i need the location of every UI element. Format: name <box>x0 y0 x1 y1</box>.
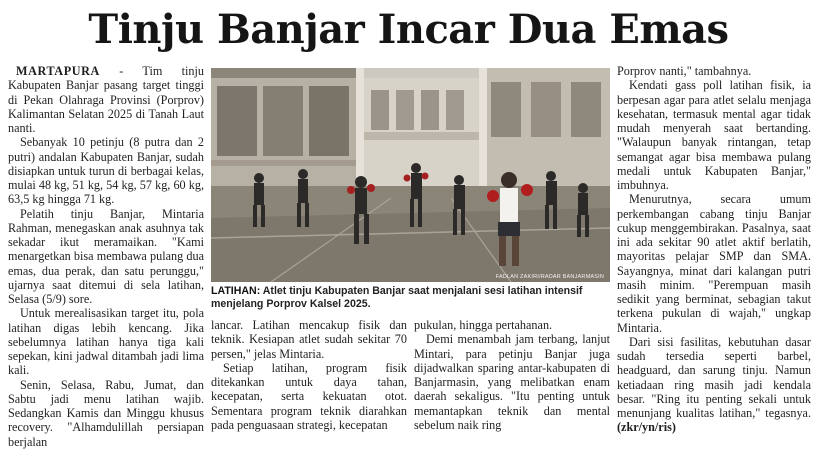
photo-caption <box>211 285 610 311</box>
paragraph: Untuk merealisasikan target itu, pola latihan digas lebih kencang. Jika sebelumnya latihan hanya tiga kali sepekan, kini jadwal ditambah jadi lima kali. <box>8 306 204 378</box>
boxing-training-photo <box>211 68 610 282</box>
author-signature: (zkr/yn/ris) <box>617 420 676 435</box>
paragraph: Kendati gass poll latihan fisik, ia berpesan agar para atlet selalu menjaga kesehatan, termasuk mental agar tidak mudah menyerah saat bertanding. "Walaupun banyak rintangan, tetap semangat agar bisa membawa pulang medali untuk Kabupaten Banjar," imbuhnya. <box>617 78 811 192</box>
paragraph: Setiap latihan, program fisik ditekankan untuk daya tahan, kecepatan, serta kekuatan otot. Sementara program teknik diarahkan pada penguasaan strategi, kecepatan <box>211 360 407 432</box>
paragraph: Senin, Selasa, Rabu, Jumat, dan Sabtu jadi menu latihan wajib. Sedangkan Kamis dan Minggu khusus recovery. "Alhamdulillah persiapan berjalan <box>8 377 204 449</box>
article-column-1 <box>8 64 204 449</box>
caption-lead: LATIHAN: <box>211 285 261 297</box>
paragraph: pukulan, hingga pertahanan. <box>414 318 553 332</box>
paragraph: lancar. Latihan mencakup fisik dan teknik. Kesiapan atlet sudah sekitar 70 persen," jelas Mintaria. <box>211 318 407 361</box>
article-column-3 <box>414 318 610 432</box>
paragraph <box>617 335 811 435</box>
paragraph <box>8 64 204 135</box>
photo-credit: FADLAN ZAKIRI/RADAR BANJARMASIN <box>495 274 604 280</box>
article-column-4 <box>617 64 811 435</box>
headline: Tinju Banjar Incar Dua Emas <box>88 6 729 53</box>
paragraph-text: - Tim tinju Kabupaten Banjar pasang target tinggi di Pekan Olahraga Provinsi (Porprov) Kalimantan Selatan 2025 di Tanah Laut nanti. <box>8 64 204 135</box>
paragraph: Pelatih tinju Banjar, Mintaria Rahman, menegaskan anak asuhnya tak sekadar ikut meramaikan. "Kami menargetkan bisa membawa pulang dua emas, dua perak, dan satu perunggu," ujarnya saat ditemui di sela latihan, Selasa (5/9) sore. <box>8 206 204 306</box>
article-photo <box>211 68 610 282</box>
caption-text: Atlet tinju Kabupaten Banjar saat menjalani sesi latihan intensif menjelang Porprov Kalsel 2025. <box>211 285 583 310</box>
paragraph: Demi menambah jam terbang, lanjut Mintari, para petinju Banjar juga dijadwalkan sparing antar-kabupaten di Banjarmasin, yang melibatkan enam daerah sekaligus. "Itu penting untuk memantapkan teknik dan mental sebelum naik ring <box>414 332 610 432</box>
dateline: MARTAPURA <box>16 64 100 78</box>
paragraph-text: Dari sisi fasilitas, kebutuhan dasar sudah tersedia seperti barbel, headguard, dan sarung tinju. Namun ketiadaan ring masih jadi kendala besar. "Ring itu penting sekali untuk menunjang kualitas latihan," tegasnya. <box>617 334 811 420</box>
article-column-2 <box>211 318 407 432</box>
paragraph: Sebanyak 10 petinju (8 putra dan 2 putri) andalan Kabupaten Banjar, sudah disiapkan untuk turun di berbagai kelas, mulai 48 kg, 51 kg, 54 kg, 57 kg, 60 kg, 63,5 kg hingga 71 kg. <box>8 135 204 207</box>
paragraph: Porprov nanti," tambahnya. <box>617 64 752 78</box>
paragraph: Menurutnya, secara umum perkembangan cabang tinju Banjar cukup menggembirakan. Pasalnya, saat ini ada sekitar 90 atlet aktif berlatih, mayoritas pelajar SMP dan SMA. Sayangnya, minat dari kalangan putri masih minim. "Perempuan masih sedikit yang berminat, sebagian takut terkena pukulan di wajah," ungkap Mintaria. <box>617 192 811 335</box>
